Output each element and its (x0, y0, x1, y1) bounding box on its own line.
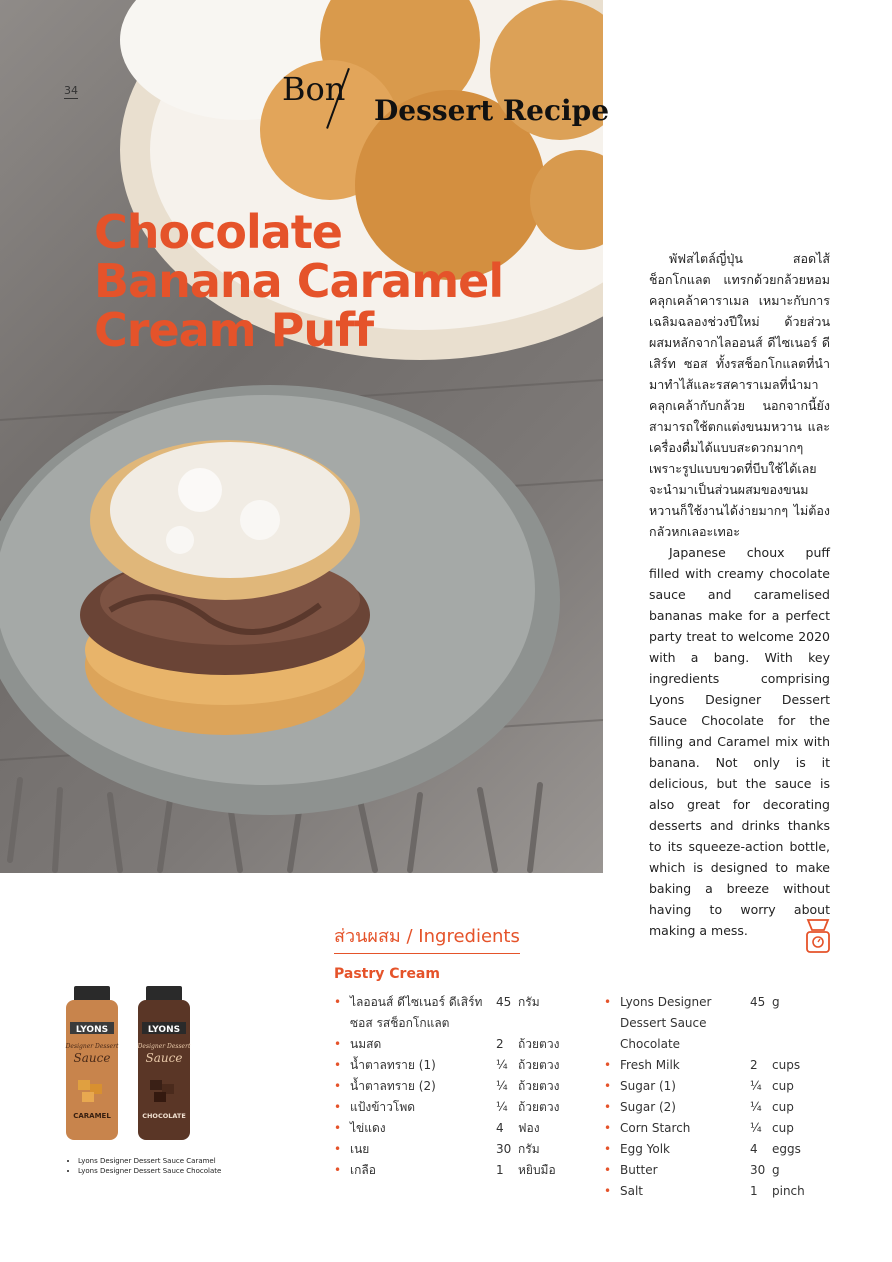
list-item: • Lyons Designer Dessert Sauce Chocolate45 g (604, 992, 834, 1055)
pastry-cream-heading: Pastry Cream (334, 966, 440, 982)
product-bottles (62, 984, 202, 1144)
ingredients-heading: ส่วนผสม / Ingredients (334, 921, 520, 954)
list-item: • ไลออนส์ ดีไซเนอร์ ดีเสิร์ท ซอส รสช็อกโกแลต45 กรัม (334, 992, 584, 1034)
ingredients-list-thai (334, 992, 584, 1181)
list-item: • แป้งข้าวโพด ¼ ถ้วยตวง (334, 1097, 584, 1118)
recipe-title (94, 205, 534, 357)
caramel-bottle (65, 986, 119, 1140)
recipe-title-line3: Cream Puff (94, 303, 374, 357)
section-title: Dessert Recipe (374, 94, 610, 127)
cream-puff-illustration (0, 0, 603, 873)
recipe-title-line2: Banana Caramel (94, 254, 504, 308)
caramel-bottle-line1: Designer Dessert (65, 1043, 119, 1050)
caramel-bottle-line2: Sauce (73, 1051, 111, 1065)
caramel-bottle-flavour: CARAMEL (73, 1112, 111, 1120)
product-item-chocolate: • Lyons Designer Dessert Sauce Chocolate (78, 1166, 221, 1176)
list-item: • Butter 30 g (604, 1160, 834, 1181)
list-item: • Salt 1 pinch (604, 1181, 834, 1202)
list-item: • Sugar (1) ¼ cup (604, 1076, 834, 1097)
chocolate-bottle-brand: LYONS (147, 1025, 181, 1035)
list-item: • เกลือ 1 หยิบมือ (334, 1160, 584, 1181)
hero-photo (0, 0, 603, 873)
product-item-caramel: • Lyons Designer Dessert Sauce Caramel (78, 1156, 221, 1166)
list-item: • ไข่แดง 4 ฟอง (334, 1118, 584, 1139)
caramel-bottle-brand: LYONS (75, 1025, 109, 1035)
page-number: 34 (64, 84, 78, 97)
recipe-title-line1: Chocolate (94, 205, 342, 259)
magazine-brand (282, 66, 612, 130)
list-item: • นมสด 2 ถ้วยตวง (334, 1034, 584, 1055)
intro-english: Japanese choux puff filled with creamy chocolate sauce and caramelised bananas make for a perfect party treat to welcome 2020 with a bang. With key ingredients comprising Lyons Designer Dessert Sauce Chocolate for the filling and Caramel mix with banana. Not only is it delicious, but the sauce is also great for decorating desserts and drinks thanks to its squeeze-action bottle, which is designed to make baking a breeze without having to worry about making a mess. (649, 545, 830, 938)
list-item: • น้ำตาลทราย (1) ¼ ถ้วยตวง (334, 1055, 584, 1076)
list-item: • น้ำตาลทราย (2) ¼ ถ้วยตวง (334, 1076, 584, 1097)
list-item: • เนย 30 กรัม (334, 1139, 584, 1160)
product-list (66, 1156, 221, 1176)
brand-name: Bon (282, 70, 346, 108)
list-item: • Fresh Milk 2 cups (604, 1055, 834, 1076)
intro-text (649, 248, 830, 941)
list-item: • Corn Starch ¼ cup (604, 1118, 834, 1139)
intro-thai: พัฟสไตล์ญี่ปุ่น สอดไส้ช็อกโกแลต แทรกด้วยกล้วยหอมคลุกเคล้าคาราเมล เหมาะกับการเฉลิมฉลองช่วงปีใหม่ ด้วยส่วนผสมหลักจากไลออนส์ ดีไซเนอร์ ดีเสิร์ท ซอส ทั้งรสช็อกโกแลตที่นำมาทำไส้และรสคาราเมลที่นำมาคลุกเคล้ากับกล้วย นอกจากนี้ยังสามารถใช้ตกแต่งขนมหวาน และเครื่องดื่มได้แบบสะดวกมากๆ เพราะรูปแบบขวดที่บีบใช้ได้เลย จะนำมาเป็นส่วนผสมของขนมหวานก็ใช้งานได้ง่ายมากๆ ไม่ต้องกลัวหกเลอะเทอะ (649, 251, 830, 539)
chocolate-bottle (137, 986, 191, 1140)
list-item: • Sugar (2) ¼ cup (604, 1097, 834, 1118)
chocolate-bottle-line1: Designer Dessert (137, 1043, 191, 1050)
ingredients-list-english (604, 992, 834, 1202)
chocolate-bottle-flavour: CHOCOLATE (142, 1112, 186, 1120)
chocolate-bottle-line2: Sauce (145, 1051, 183, 1065)
kitchen-scale-icon (805, 918, 831, 954)
list-item: • Egg Yolk 4 eggs (604, 1139, 834, 1160)
